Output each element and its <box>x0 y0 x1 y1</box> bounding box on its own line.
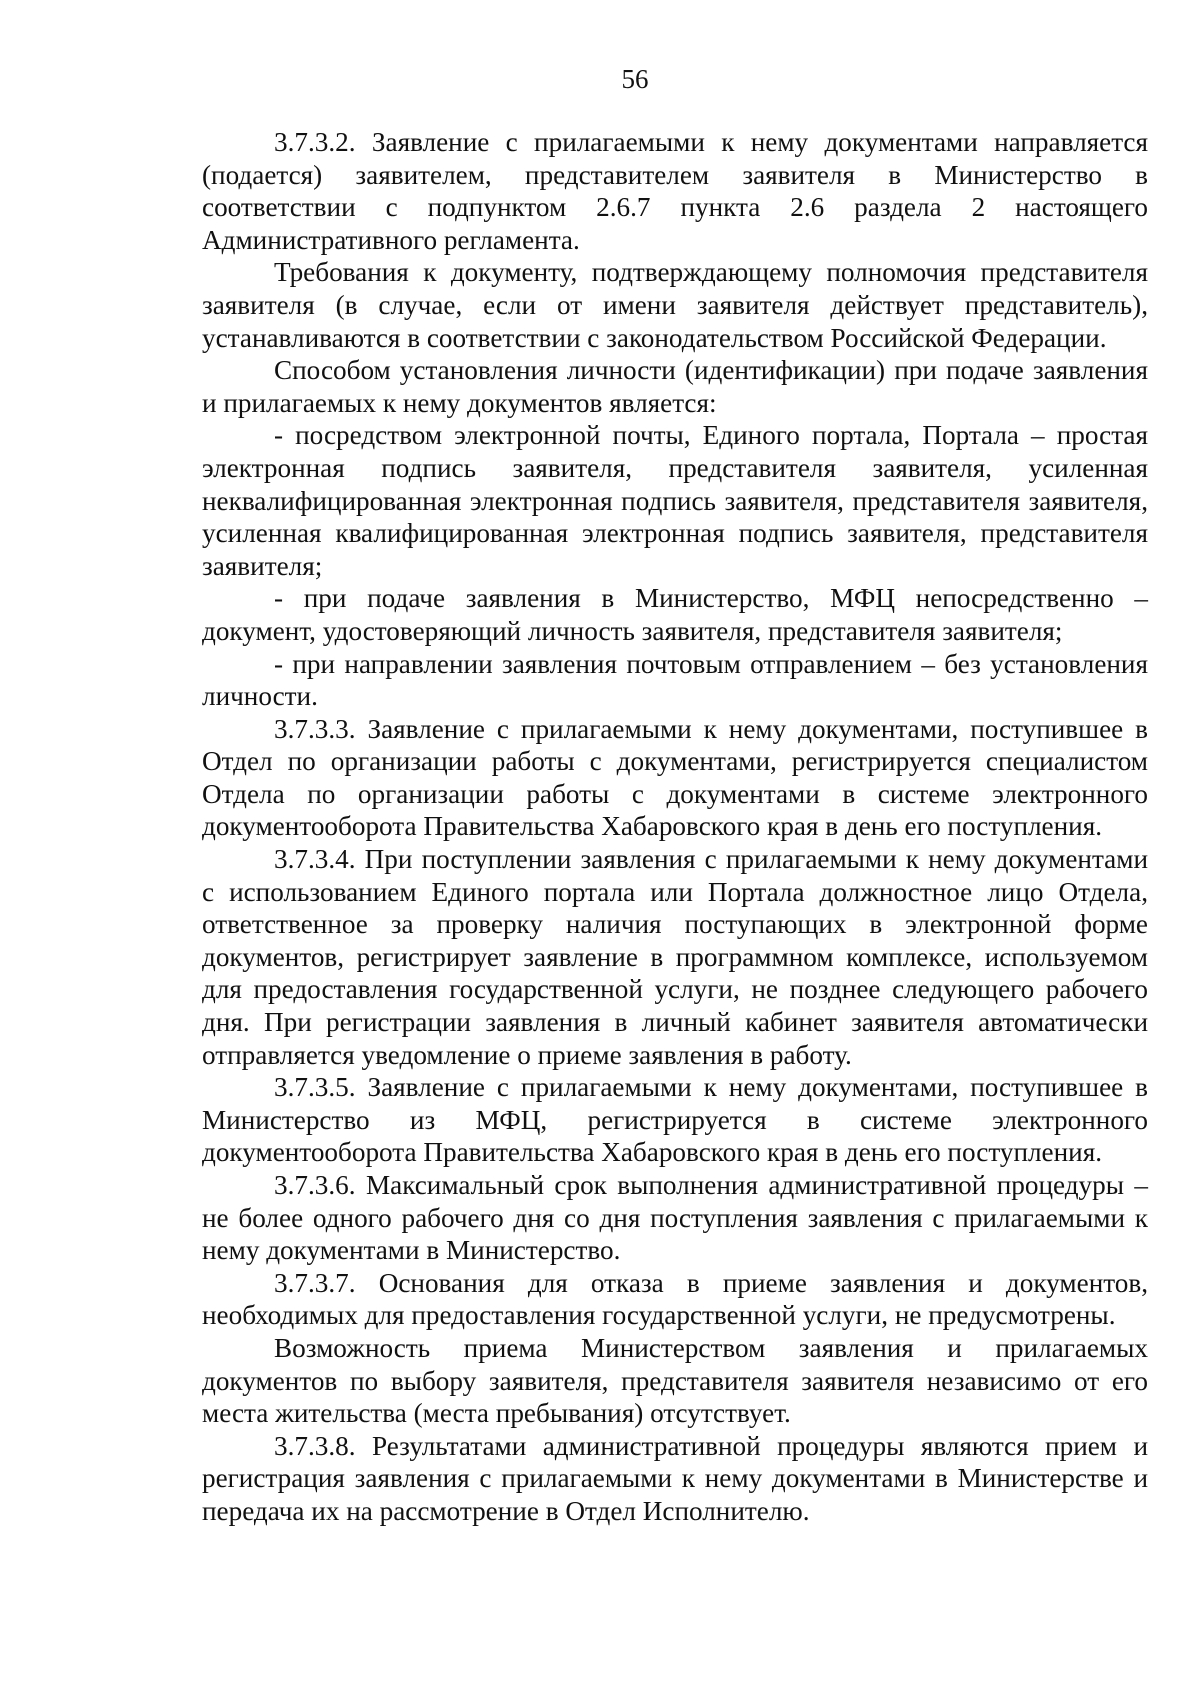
paragraph-representative-requirements: Требования к документу, подтверждающему полномочия представителя заявителя (в случае, если от имени заявителя действует представитель), устанавливаются в соответствии с законодательством Российской Федерации. <box>202 257 1148 353</box>
page-number: 56 <box>621 64 649 94</box>
paragraph-extraterritorial-acceptance: Возможность приема Министерством заявления и прилагаемых документов по выбору заявителя, представителя заявителя независимо от его места жительства (места пребывания) отсутствует. <box>202 1332 1148 1429</box>
paragraph-3-7-3-3: 3.7.3.3. Заявление с прилагаемыми к нему документами, поступившее в Отдел по организации работы с документами, регистрируется специалистом Отдела по организации работы с документами в системе электронного документооборота Правительства Хабаровского края в день его поступления. <box>202 713 1148 842</box>
paragraph-identification-methods: Способом установления личности (идентификации) при подаче заявления и прилагаемых к нему документов является: <box>202 355 1148 418</box>
paragraph-3-7-3-5: 3.7.3.5. Заявление с прилагаемыми к нему документами, поступившее в Министерство из МФЦ, регистрируется в системе электронного документооборота Правительства Хабаровского края в день его поступления. <box>202 1072 1148 1168</box>
paragraph-3-7-3-2: 3.7.3.2. Заявление с прилагаемыми к нему документами направляется (подается) заявителем, представителем заявителя в Министерство в соответствии с подпунктом 2.6.7 пункта 2.6 раздела 2 настоящего Административного регламента. <box>202 127 1148 255</box>
list-item-in-person-submission: - при подаче заявления в Министерство, МФЦ непосредственно – документ, удостоверяющий личность заявителя, представителя заявителя; <box>202 583 1148 646</box>
list-item-electronic-signature: - посредством электронной почты, Единого портала, Портала – простая электронная подпись заявителя, представителя заявителя, усиленная неквалифицированная электронная подпись заявителя, представителя заявителя, усиленная квалифицированная электронная подпись заявителя, представителя заявителя; <box>202 420 1148 581</box>
list-item-postal-submission: - при направлении заявления почтовым отправлением – без установления личности. <box>202 648 1148 712</box>
document-body <box>202 126 1148 1528</box>
paragraph-3-7-3-8: 3.7.3.8. Результатами административной процедуры являются прием и регистрация заявления с прилагаемыми к нему документами в Министерстве и передача их на рассмотрение в Отдел Исполнителю. <box>202 1430 1148 1526</box>
paragraph-3-7-3-6: 3.7.3.6. Максимальный срок выполнения административной процедуры – не более одного рабочего дня со дня поступления заявления с прилагаемыми к нему документами в Министерство. <box>202 1170 1148 1266</box>
paragraph-3-7-3-4: 3.7.3.4. При поступлении заявления с прилагаемыми к нему документами с использованием Единого портала или Портала должностное лицо Отдела, ответственное за проверку наличия поступающих в электронной форме документов, регистрирует заявление в программном комплексе, используемом для предоставления государственной услуги, не позднее следующего рабочего дня. При регистрации заявления в личный кабинет заявителя автоматически отправляется уведомление о приеме заявления в работу. <box>202 844 1148 1070</box>
paragraph-3-7-3-7: 3.7.3.7. Основания для отказа в приеме заявления и документов, необходимых для предоставления государственной услуги, не предусмотрены. <box>202 1267 1148 1331</box>
